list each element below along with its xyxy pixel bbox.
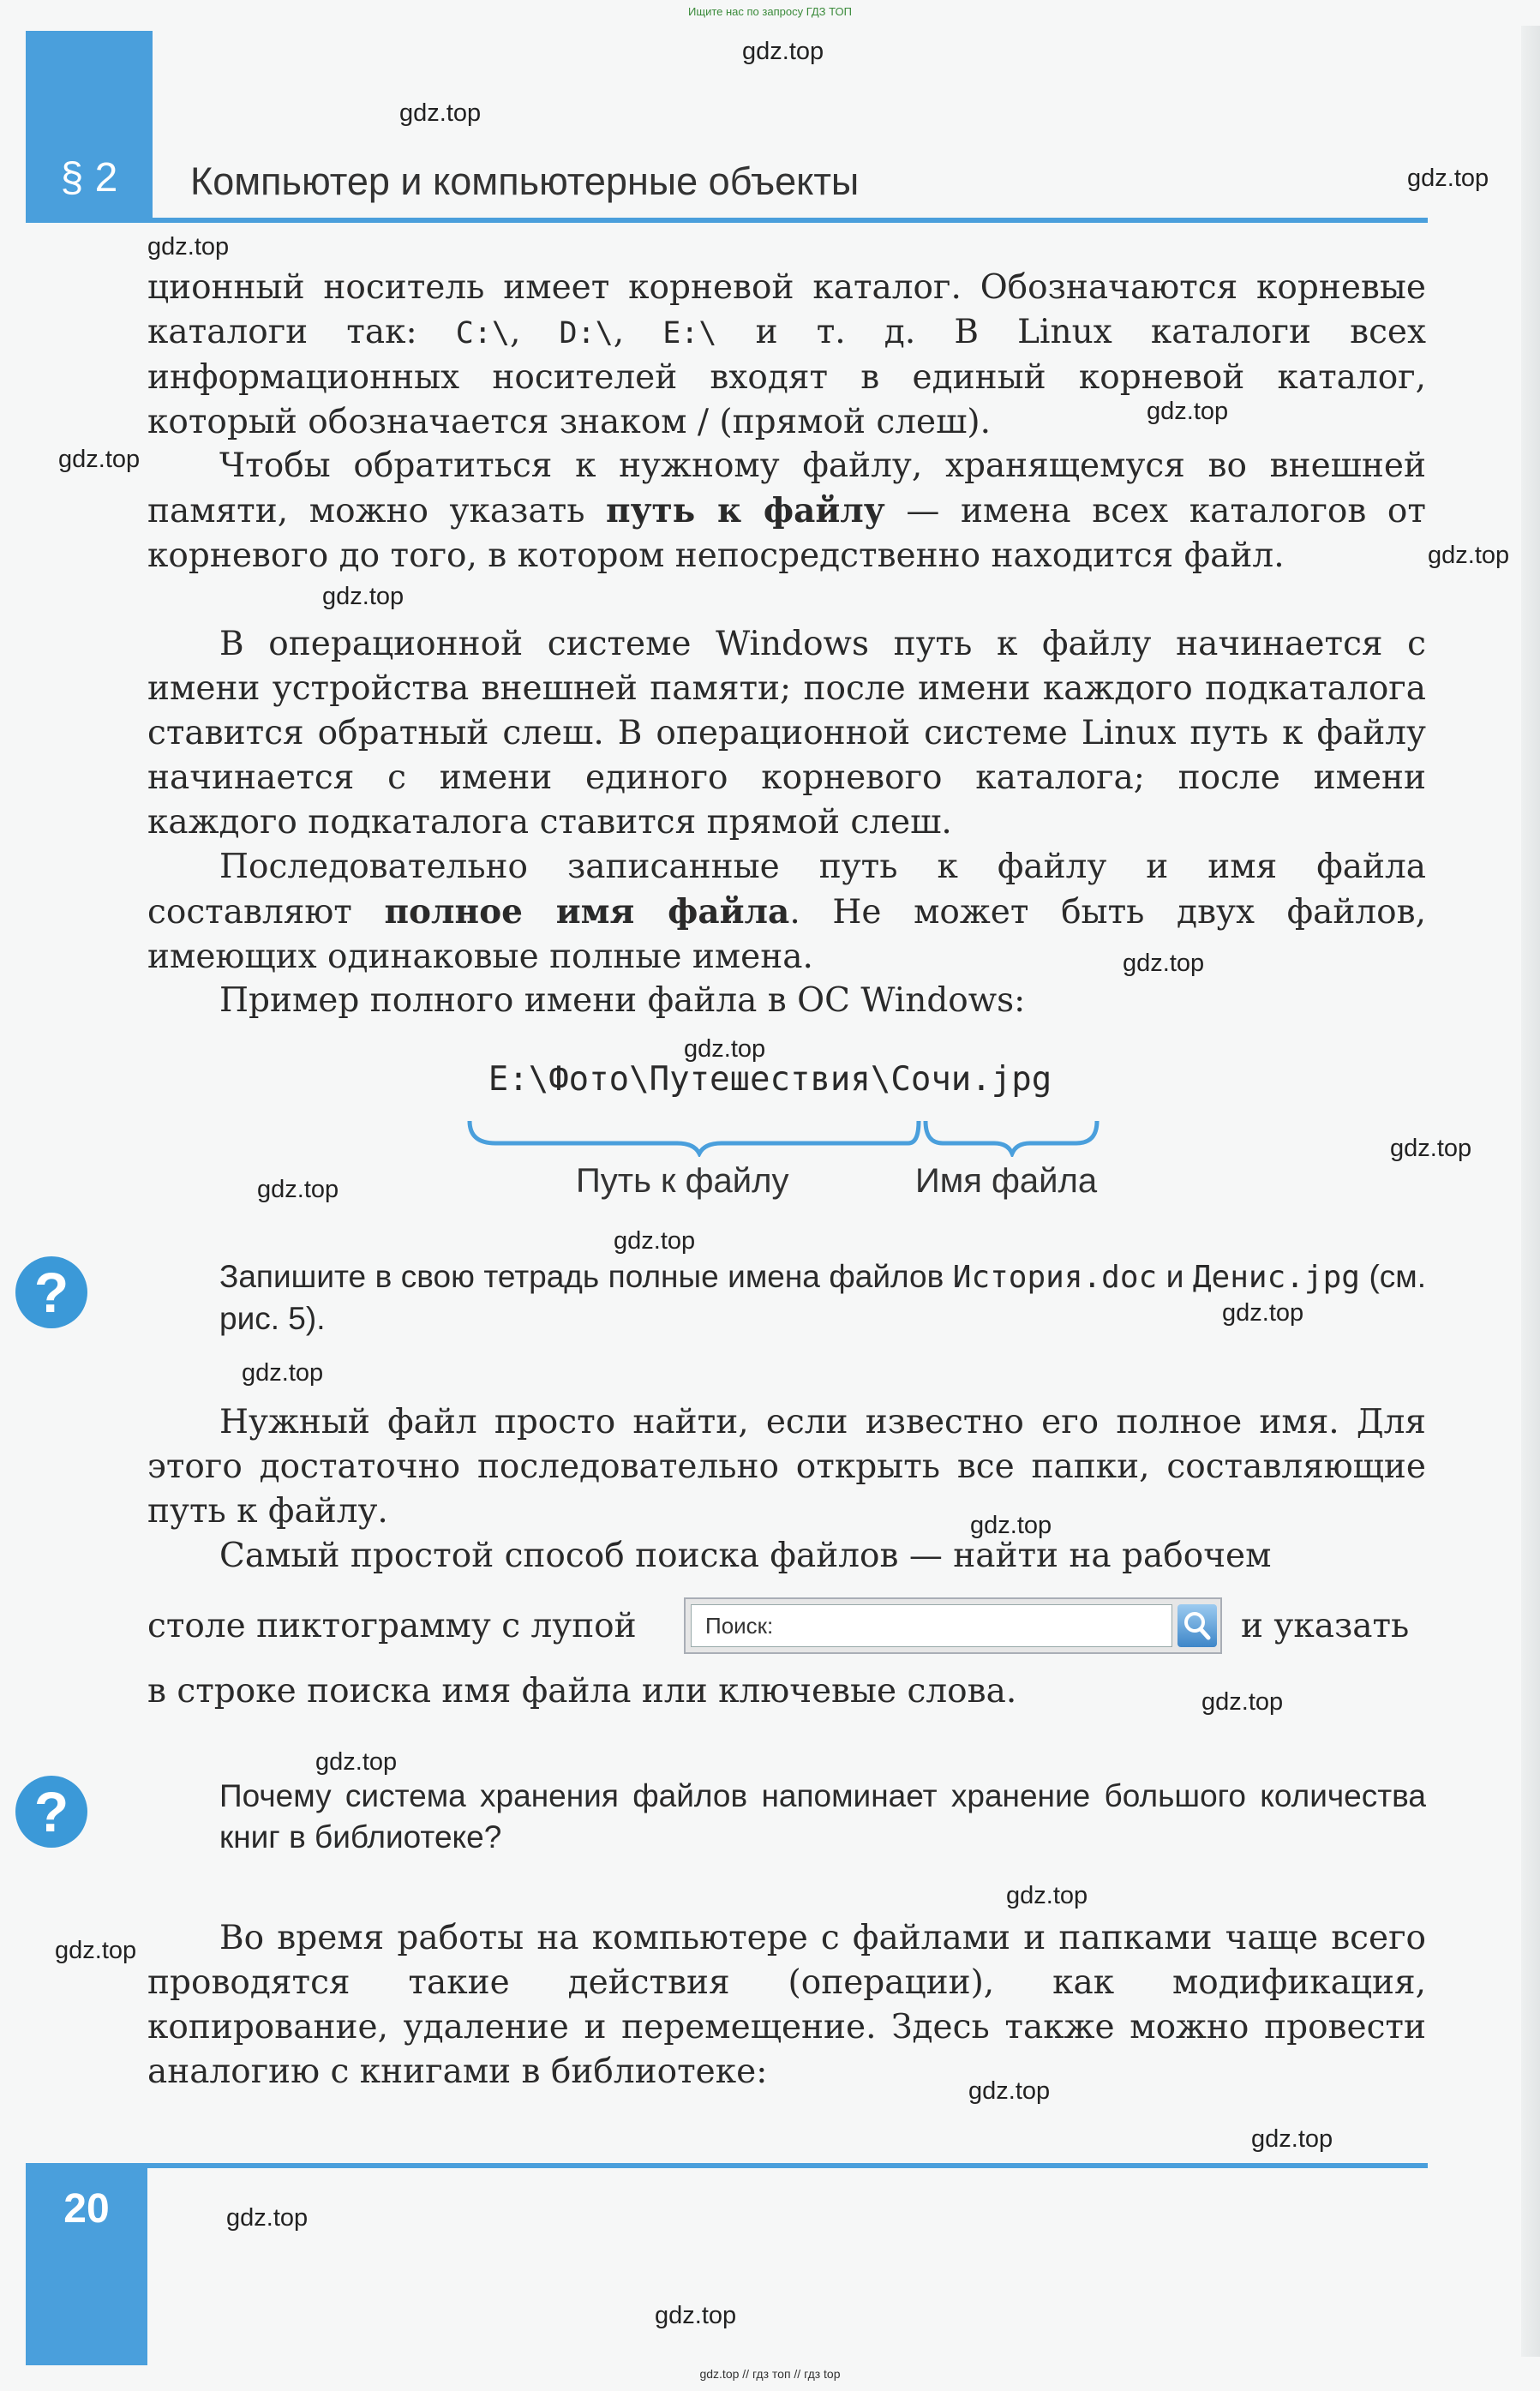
watermark: gdz.top — [684, 1035, 766, 1063]
header-divider — [26, 218, 1428, 223]
separator: , — [509, 313, 560, 351]
name-brace — [926, 1121, 1097, 1154]
file-name-label: Имя файла — [915, 1162, 1098, 1200]
question-1-text-a: Запишите в свою тетрадь полные имена файлов — [219, 1259, 953, 1294]
watermark: gdz.top — [1123, 950, 1205, 977]
watermark: gdz.top — [322, 583, 404, 610]
search-button[interactable] — [1177, 1604, 1217, 1647]
page-edge — [1521, 26, 1540, 2357]
watermark: gdz.top — [1251, 2125, 1333, 2153]
paragraph-2 — [147, 444, 1426, 578]
watermark: gdz.top — [1201, 1688, 1284, 1716]
watermark: gdz.top — [242, 1359, 324, 1387]
watermark: gdz.top — [399, 99, 482, 127]
file-name-denis: Денис.jpg — [1192, 1260, 1360, 1295]
watermark: gdz.top — [1147, 398, 1229, 425]
watermark: gdz.top — [614, 1227, 696, 1255]
term-full-file-name: полное имя файла — [384, 892, 790, 932]
page-title: Компьютер и компьютерные объекты — [190, 159, 860, 203]
paragraph-1 — [147, 266, 1426, 445]
watermark: gdz.top — [1428, 542, 1510, 569]
paragraph-8: Во время работы на компьютере с файлами и папками чаще всего проводятся такие действия (операции), как модификация, копирование, удаление и перемещение. Здесь также можно провести аналогию с книгами в библиотеке: — [147, 1919, 1426, 2091]
watermark: gdz.top — [147, 233, 230, 261]
paragraph-1-text-a: ционный носитель имеет корневой каталог. Обозначаются корневые каталоги так: — [147, 268, 1426, 351]
paragraph-7-line-2: столе пиктограмму с лупой — [147, 1607, 637, 1645]
drive-c-code: C:\ — [455, 316, 510, 351]
paragraph-4-text-a: Последовательно записанные путь к файлу и имя файла составляют — [147, 848, 1426, 932]
watermark: gdz.top — [968, 2077, 1051, 2105]
paragraph-7-line-3: в строке поиска имя файла или ключевые слова. — [147, 1672, 1017, 1711]
watermark: gdz.top — [1222, 1299, 1304, 1327]
question-2: Почему система хранения файлов напоминает хранение большого количества книг в библиотеке? — [219, 1778, 1426, 1855]
paragraph-4-text-b: . Не может быть двух файлов, имеющих одинаковые полные имена. — [147, 893, 1426, 976]
file-name-history: История.doc — [952, 1260, 1158, 1295]
path-label: Путь к файлу — [576, 1162, 789, 1200]
watermark: gdz.top — [315, 1748, 398, 1776]
question-1-text-b: и — [1157, 1259, 1193, 1294]
watermark: gdz.top — [1407, 165, 1489, 192]
question-1-text-c: (см. рис. 5). — [219, 1259, 1426, 1336]
watermark: gdz.top — [58, 446, 141, 473]
drive-d-code: D:\ — [559, 316, 614, 351]
term-path-to-file: путь к файлу — [606, 491, 885, 530]
footer-divider — [26, 2163, 1428, 2168]
paragraph-2-text-b: — имена всех каталогов от корневого до того, в котором непосредственно находится файл. — [147, 492, 1426, 575]
watermark: gdz.top — [1006, 1882, 1088, 1909]
paragraph-2-text-a: Чтобы обратиться к нужному файлу, хранящемуся во внешней памяти, можно указать — [147, 446, 1426, 530]
watermark: gdz.top — [55, 1937, 137, 1964]
paragraph-5: Пример полного имени файла в ОС Windows: — [219, 981, 1026, 1020]
section-number: § 2 — [60, 155, 118, 201]
search-bar[interactable] — [684, 1597, 1222, 1654]
paragraph-6: Нужный файл просто найти, если известно его полное имя. Для этого достаточно последовательно открыть все папки, составляющие путь к файлу. — [147, 1403, 1426, 1531]
example-path: E:\Фото\Путешествия\Сочи.jpg — [488, 1060, 1052, 1099]
paragraph-7-line-1: Самый простой способ поиска файлов — найти на рабочем — [219, 1537, 1272, 1575]
magnifier-icon — [1177, 1604, 1217, 1647]
paragraph-3: В операционной системе Windows путь к файлу начинается с имени устройства внешней памяти; после имени каждого подкаталога ставится обратный слеш. В операционной системе Linux путь к файлу начинается с имени единого корневого каталога; после имени каждого подкаталога ставится прямой слеш. — [147, 625, 1426, 842]
bottom-note: gdz.top // гдз топ // гдз top — [699, 2367, 841, 2381]
watermark: gdz.top — [970, 1512, 1052, 1539]
watermark: gdz.top — [1390, 1135, 1472, 1162]
paragraph-4 — [147, 845, 1426, 980]
paragraph-7-line-2-end: и указать — [1241, 1607, 1410, 1645]
question-icon: ? — [15, 1256, 87, 1328]
question-icon: ? — [15, 1776, 87, 1848]
page-number: 20 — [63, 2186, 110, 2232]
watermark: gdz.top — [257, 1176, 339, 1203]
brace-diagram — [463, 1114, 1114, 1157]
paragraph-1-text-b: и т. д. В Linux каталоги всех информационных носителей входят в единый корневой каталог, который обозначается знаком / (прямой слеш). — [147, 313, 1426, 441]
path-brace — [470, 1121, 919, 1154]
top-note: Ищите нас по запросу ГДЗ ТОП — [688, 5, 852, 18]
drive-e-code: E:\ — [662, 316, 717, 351]
watermark: gdz.top — [655, 2302, 737, 2329]
watermark: gdz.top — [742, 38, 824, 65]
search-input[interactable]: Поиск: — [691, 1604, 1172, 1647]
separator: , — [613, 313, 663, 351]
watermark: gdz.top — [226, 2204, 309, 2232]
